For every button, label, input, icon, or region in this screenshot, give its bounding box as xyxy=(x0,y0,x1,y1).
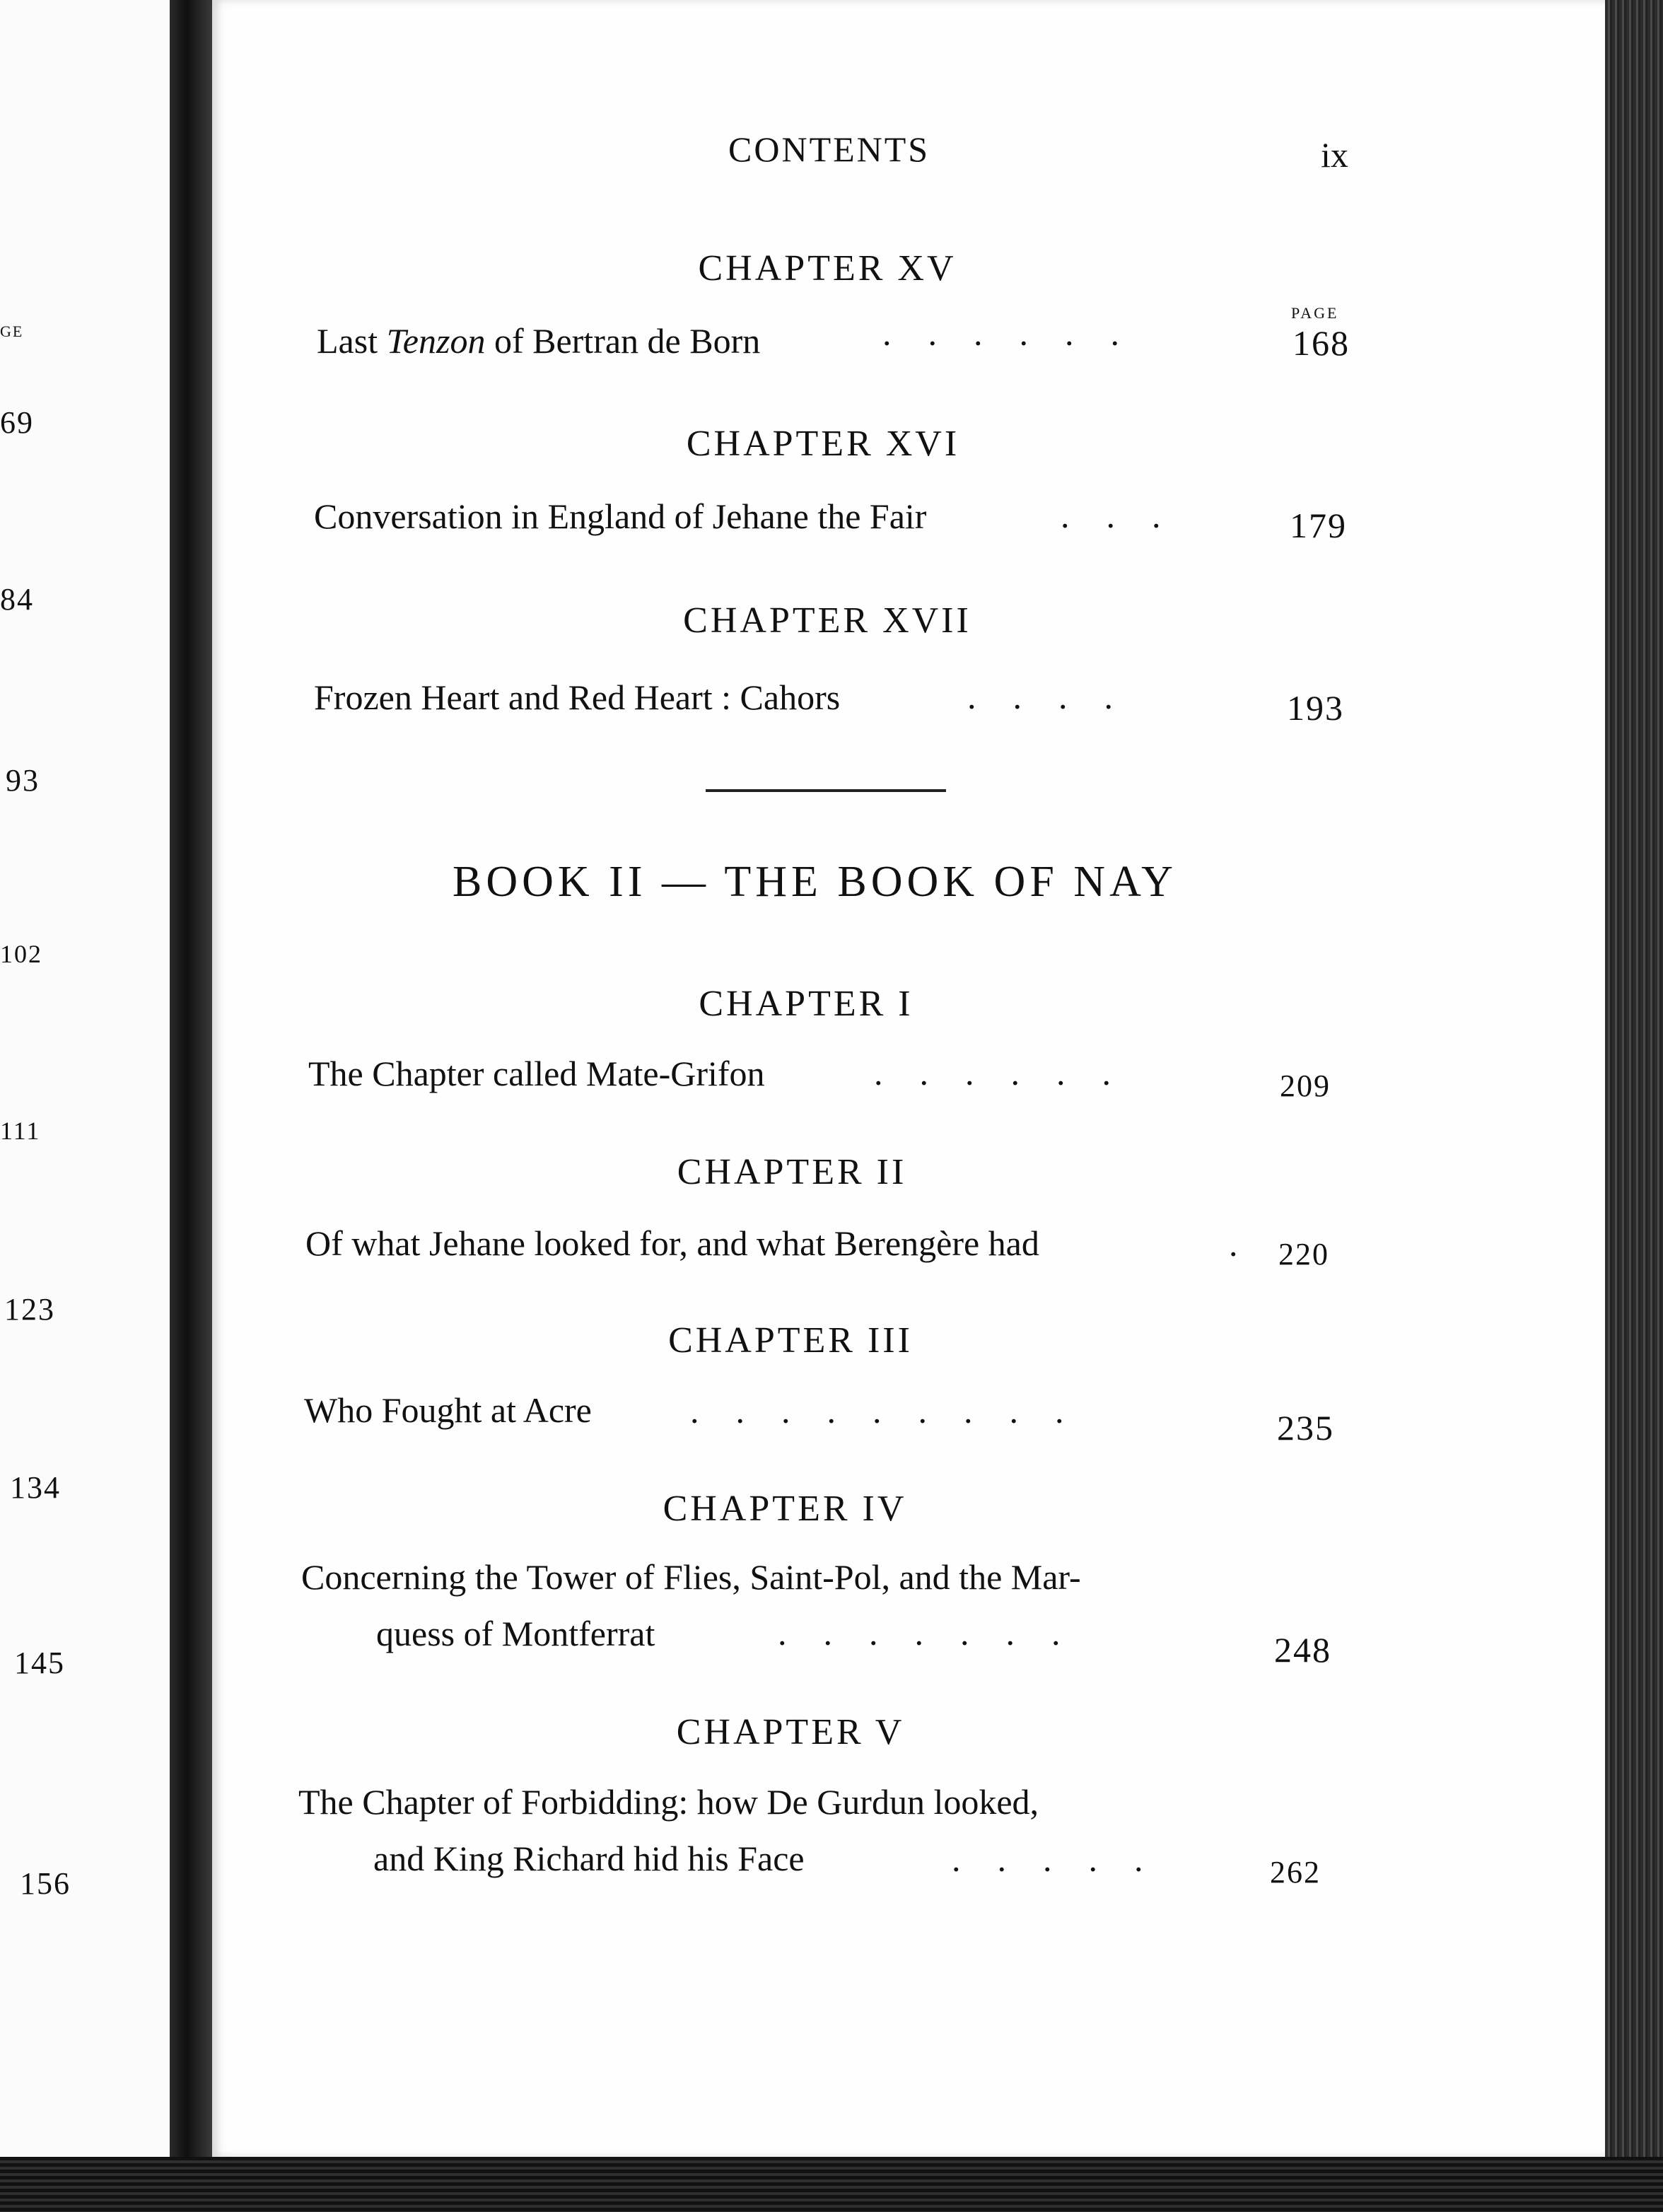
facing-page-number: 93 xyxy=(6,763,40,798)
facing-page-number: 84 xyxy=(0,582,34,617)
chapter-heading: CHAPTER XV xyxy=(698,248,957,289)
entry-page-number: 168 xyxy=(1293,323,1350,363)
toc-entry[interactable] xyxy=(314,669,840,726)
entry-page-number: 209 xyxy=(1280,1069,1331,1103)
book-gutter xyxy=(170,0,212,2212)
entry-page-number: 179 xyxy=(1290,506,1347,545)
toc-entry[interactable] xyxy=(298,1774,1039,1887)
leader-dots: ......... xyxy=(690,1391,1101,1431)
toc-entry[interactable] xyxy=(308,1045,765,1102)
entry-page-number: 248 xyxy=(1274,1630,1331,1670)
leader-dots: ... xyxy=(1061,496,1198,535)
chapter-heading: CHAPTER I xyxy=(699,984,914,1024)
toc-entry[interactable] xyxy=(305,1215,1039,1271)
leader-dots: ....... xyxy=(778,1613,1097,1653)
page-column-label: PAGE xyxy=(1291,304,1339,322)
entry-title: Last xyxy=(317,321,387,361)
leader-dots: ..... xyxy=(952,1839,1180,1879)
toc-entry[interactable] xyxy=(314,488,926,545)
entry-title: The Chapter of Forbidding: how De Gurdun looked, xyxy=(298,1782,1039,1822)
page-edge-right xyxy=(1605,0,1663,2212)
facing-page-number: 145 xyxy=(14,1646,65,1680)
entry-page-number: 235 xyxy=(1277,1408,1334,1448)
chapter-heading: CHAPTER III xyxy=(668,1320,913,1361)
entry-title-continuation: and King Richard hid his Face xyxy=(373,1839,805,1878)
entry-title: of Bertran de Born xyxy=(485,321,761,361)
entry-title: Who Fought at Acre xyxy=(304,1390,592,1430)
entry-title: Frozen Heart and Red Heart : Cahors xyxy=(314,677,841,717)
running-head: CONTENTS xyxy=(728,129,930,169)
chapter-heading: CHAPTER XVII xyxy=(683,600,971,641)
leader-dots: ...... xyxy=(874,1053,1148,1093)
leader-dots: . xyxy=(1229,1224,1275,1264)
facing-page-number: 123 xyxy=(4,1292,55,1327)
facing-page-number: 134 xyxy=(10,1470,61,1505)
page-edge-bottom xyxy=(0,2157,1663,2212)
leader-dots: .... xyxy=(967,677,1150,716)
chapter-heading: CHAPTER V xyxy=(676,1712,905,1752)
facing-page-number: 111 xyxy=(0,1117,41,1145)
facing-page-number: 69 xyxy=(0,405,34,440)
entry-page-number: 193 xyxy=(1287,688,1344,728)
toc-entry[interactable] xyxy=(317,313,760,369)
chapter-heading: CHAPTER IV xyxy=(663,1489,907,1529)
toc-entry[interactable] xyxy=(304,1382,592,1438)
entry-title-continuation: quess of Montferrat xyxy=(376,1614,655,1653)
entry-page-number: 220 xyxy=(1278,1237,1329,1271)
facing-page-edge xyxy=(0,0,177,2212)
folio: ix xyxy=(1321,135,1348,175)
entry-title: Conversation in England of Jehane the Fair xyxy=(314,496,927,536)
chapter-heading: CHAPTER XVI xyxy=(686,424,960,464)
leader-dots: ...... xyxy=(882,313,1156,353)
entry-title: Concerning the Tower of Flies, Saint-Pol, and the Mar- xyxy=(301,1557,1081,1597)
chapter-heading: CHAPTER II xyxy=(677,1152,907,1192)
entry-page-number: 262 xyxy=(1270,1855,1321,1890)
entry-title-italic: Tenzon xyxy=(386,321,486,361)
facing-page-number: 156 xyxy=(20,1866,71,1901)
facing-page-number: 102 xyxy=(0,940,42,968)
entry-title: The Chapter called Mate-Grifon xyxy=(308,1054,765,1093)
facing-page-label: GE xyxy=(0,322,24,340)
entry-title: Of what Jehane looked for, and what Berengère had xyxy=(305,1223,1039,1263)
book-heading: BOOK II — THE BOOK OF NAY xyxy=(453,858,1177,906)
section-rule xyxy=(706,789,946,792)
